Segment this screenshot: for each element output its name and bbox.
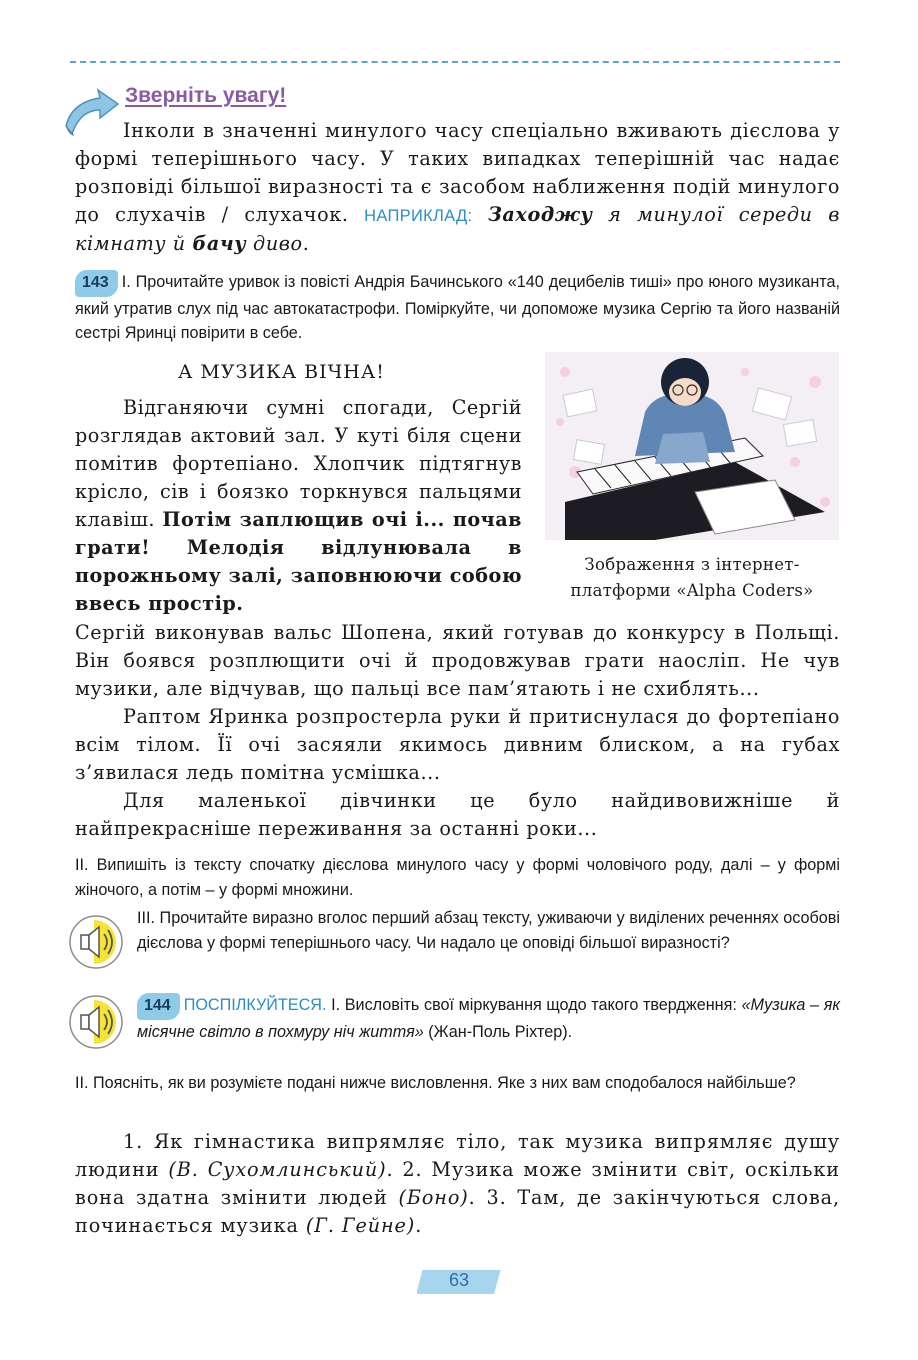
exercise-144-text: І. Висловіть свої міркування щодо такого твердження: [326, 996, 742, 1014]
task-4: ІІ. Поясніть, як ви розумієте подані нижче висловлення. Яке з них вам сподобалося найбільше? [75, 1074, 796, 1092]
story-p1-plain: Відганяючи сумні спогади, Сергій розглядав актовий зал. У куті біля сцени помітив фортепіано. Хлопчик підтягнув крісло, сів і боязко торкнувся пальцями клавіш. [75, 396, 522, 531]
story-title: А МУЗИКА ВІЧНА! [178, 361, 385, 383]
example-italic-2: диво [246, 232, 303, 255]
story-paragraph-1-start [75, 394, 522, 618]
story-p1-bold: Потім заплющив очі і... почав грати! Мелодія відлунювала в порожньому залі, заповнюючи собою ввесь простір. [75, 508, 522, 615]
story-p1-tail: Сергій виконував вальс Шопена, який готував до конкурсу в Польщі. Він боявся розплющити очі й продовжував грати наосліп. Не чув музики, але відчував, що пальці все пам’ятають і не схиблять... [75, 621, 840, 700]
example-label: НАПРИКЛАД: [364, 207, 473, 225]
pianist-illustration [545, 352, 839, 540]
example-bold-2: бачу [192, 232, 247, 255]
attention-rule-text: Інколи в значенні минулого часу спеціально вживають дієслова у формі теперішнього часу. У таких випадках теперішній час надає розповіді більшої виразності та є засобом наближення подій минулого до слухачів / слухачок. [75, 119, 840, 226]
quote-3: . 3. Там, де закінчуються слова, починається музика [75, 1186, 840, 1237]
exercise-number-143: 143 [75, 270, 118, 297]
exercise-144-author: (Жан-Поль Ріхтер). [423, 1022, 573, 1041]
example-end: . [302, 232, 310, 255]
image-caption: Зображення з інтернет-платформи «Alpha Coders» [570, 555, 814, 600]
quote-2-author: (Боно) [398, 1186, 469, 1209]
exercise-143-text: І. Прочитайте уривок із повісті Андрія Бачинського «140 децибелів тиші» про юного музиканта, який утратив слух під час автокатастрофи. Поміркуйте, чи допоможе музика Сергію та його названій сестрі Яринці повірити в себе. [75, 273, 840, 342]
top-dashed-separator [70, 61, 840, 63]
example-italic-1: я минулої середи в кімнату й [75, 203, 840, 255]
quote-1-author: (В. Сухомлинський) [168, 1158, 387, 1181]
exercise-144-quote: «Музика – як місячне світло в похмуру ніч життя» [137, 996, 840, 1041]
page-number: 63 [448, 1270, 470, 1290]
task-2: ІІ. Випишіть із тексту спочатку дієслова минулого часу у формі чоловічого роду, далі – у формі жіночого, а потім – у формі множини. [75, 856, 840, 899]
task-3: ІІІ. Прочитайте виразно вголос перший абзац тексту, уживаючи у виділених реченнях особові дієслова у формі теперішнього часу. Чи надало це оповіді більшої виразності? [137, 909, 840, 952]
attention-text [75, 117, 840, 258]
story-p3: Для маленької дівчинки це було найдивовижніше й найпрекрасніше переживання за останні роки... [75, 789, 840, 840]
exercise-144-label: ПОСПІЛКУЙТЕСЯ. [183, 996, 327, 1014]
exercise-144 [137, 993, 840, 1044]
quote-3-end: . [415, 1214, 423, 1237]
exercise-143 [75, 270, 840, 346]
attention-title: Зверніть увагу! [125, 84, 287, 107]
exercise-number-144: 144 [137, 993, 180, 1020]
quote-2: . 2. Музика може змінити світ, оскільки вона здатна змінити людей [75, 1158, 840, 1209]
speaker-icon [68, 994, 124, 1050]
quote-3-author: (Г. Гейне) [305, 1214, 416, 1237]
example-bold-1: Заходжу [487, 203, 593, 226]
story-paragraph-continuation [75, 619, 840, 843]
quote-1: 1. Як гімнастика випрямляє тіло, так музика випрямляє душу людини [75, 1130, 840, 1181]
speaker-icon [68, 914, 124, 970]
story-p2: Раптом Яринка розпростерла руки й притиснулася до фортепіано всім тілом. Її очі засяяли якимось дивним блиском, а на губах з’явилася ледь помітна усмішка... [75, 705, 840, 784]
quotes-list [75, 1128, 840, 1240]
